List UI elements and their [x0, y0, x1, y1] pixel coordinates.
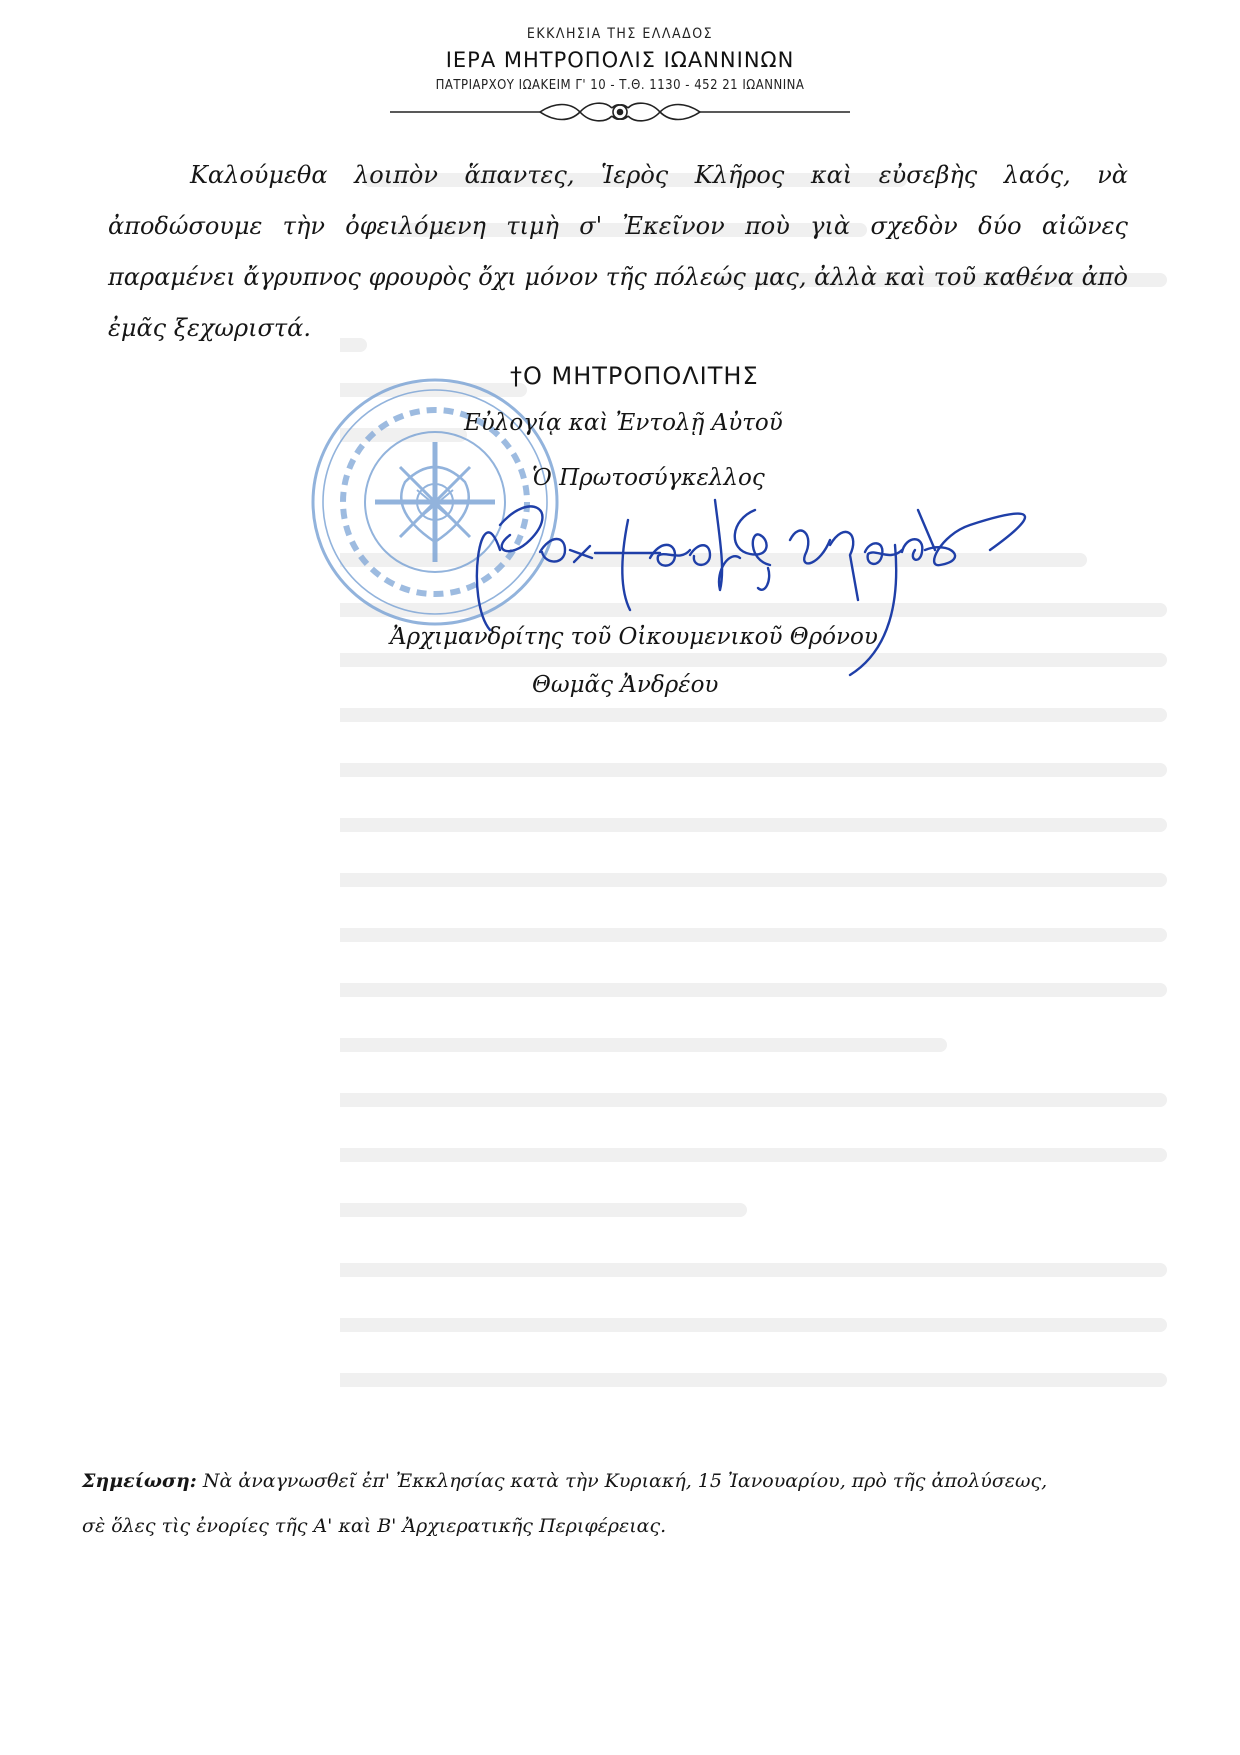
role-line: Ὁ Πρωτοσύγκελλος [532, 465, 765, 491]
bleed-through-lines [340, 170, 1170, 1430]
reading-note [82, 1459, 1162, 1549]
body-text [108, 150, 1128, 354]
handwritten-signature-icon [470, 480, 1070, 680]
signer-name: Θωμᾶς Ἀνδρέου [532, 672, 719, 698]
metropolitan-title: †Ο ΜΗΤΡΟΠΟΛΙΤΗΣ [510, 362, 759, 390]
ornamental-divider-icon [390, 99, 850, 125]
church-name: ΕΚΚΛΗΣΙΑ ΤΗΣ ΕΛΛΑΔΟΣ [526, 26, 714, 42]
rank-line: Ἀρχιμανδρίτης τοῦ Οἰκουμενικοῦ Θρόνου [390, 624, 878, 650]
body-paragraph: Καλούμεθα λοιπὸν ἅπαντες, Ἱερὸς Κλῆρος καὶ εὐσεβὴς λαός, νὰ ἀποδώσουμε τὴν ὀφειλόμενη τιμὴ σ' Ἐκεῖνον ποὺ γιὰ σχεδὸν δύο αἰῶνες παραμένει ἄγρυπνος φρουρὸς ὄχι μόνον τῆς πόλεώς μας, ἀλλὰ καὶ τοῦ καθένα ἀπὸ ἐμᾶς ξεχωριστά. [108, 161, 1128, 342]
note-line-2: σὲ ὅλες τὶς ἐνορίες τῆς Α' καὶ Β' Ἀρχιερατικῆς Περιφέρειας. [82, 1515, 667, 1537]
blessing-line: Εὐλογίᾳ καὶ Ἐντολῇ Αὐτοῦ [464, 410, 783, 436]
metropolis-name: ΙΕΡΑ ΜΗΤΡΟΠΟΛΙΣ ΙΩΑΝΝΙΝΩΝ [445, 48, 795, 72]
note-label: Σημείωση: [82, 1470, 197, 1492]
address-line: ΠΑΤΡΙΑΡΧΟΥ ΙΩΑΚΕΙΜ Γ' 10 - Τ.Θ. 1130 - 452 21 ΙΩΑΝΝΙΝΑ [435, 78, 805, 93]
letterhead [0, 26, 1240, 125]
note-line-1 [82, 1459, 1162, 1504]
note-text-1: Νὰ ἀναγνωσθεῖ ἐπ' Ἐκκλησίας κατὰ τὴν Κυριακή, 15 Ἰανουαρίου, πρὸ τῆς ἀπολύσεως, [202, 1470, 1048, 1492]
